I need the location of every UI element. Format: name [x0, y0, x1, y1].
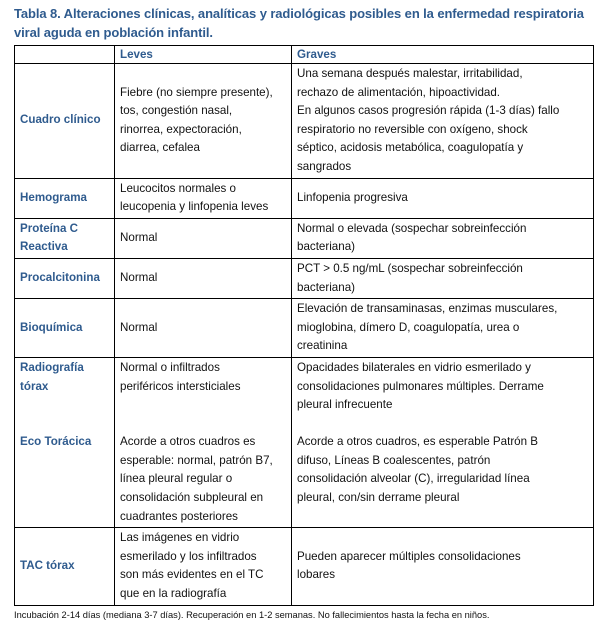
cell-graves [292, 218, 594, 258]
cell-leves [115, 178, 292, 218]
cell-leves [115, 64, 292, 179]
cell-text: esperable: normal, patrón B7, [120, 453, 273, 467]
cell-text: Fiebre (no siempre presente), [120, 85, 273, 99]
row-label: Cuadro clínico [15, 64, 115, 179]
cell-text: tos, congestión nasal, [120, 104, 233, 118]
header-leves: Leves [115, 46, 292, 64]
cell-text: Normal [120, 231, 158, 245]
cell-text: línea pleural regular o [120, 472, 233, 486]
row-label-bottom: Eco Torácica [20, 435, 92, 449]
cell-text: consolidación subpleural en [120, 491, 264, 505]
row-label: Procalcitonina [15, 258, 115, 298]
cell-text: consolidación alveolar (C), irregularidad línea [297, 472, 530, 486]
cell-text: periféricos intersticiales [120, 379, 241, 393]
cell-text: consolidaciones pulmonares múltiples. Derrame [297, 379, 544, 393]
table-row [15, 258, 594, 298]
cell-text: rechazo de alimentación, hipoactividad. [297, 85, 501, 99]
cell-text: esmerilado y los infiltrados [120, 549, 257, 563]
cell-text: bacteriana) [297, 280, 356, 294]
table-title: Tabla 8. Alteraciones clínicas, analíticas y radiológicas posibles en la enfermedad respiratoria viral aguda en población infantil. [14, 6, 584, 40]
cell-text: En algunos casos progresión rápida (1-3 días) fallo [297, 104, 560, 118]
cell-text: PCT > 0.5 ng/mL (sospechar sobreinfección [297, 261, 523, 275]
cell-graves [292, 528, 594, 605]
cell-text: pleural infrecuente [297, 398, 393, 412]
header-graves: Graves [292, 46, 594, 64]
cell-text: séptico, acidosis metabólica, coagulopatía y [297, 141, 524, 155]
cell-text: Pueden aparecer múltiples consolidaciones [297, 549, 521, 563]
header-row [15, 46, 594, 64]
table-container [14, 4, 594, 621]
cell-leves [115, 299, 292, 358]
cell-text: Normal o elevada (sospechar sobreinfección [297, 221, 527, 235]
table-row [15, 357, 594, 527]
cell-text: sangrados [297, 159, 352, 173]
table-row [15, 299, 594, 358]
row-label: Proteína C Reactiva [15, 218, 115, 258]
cell-text: Normal [120, 271, 158, 285]
cell-leves [115, 218, 292, 258]
cell-text: Linfopenia progresiva [297, 190, 408, 204]
cell-text: Opacidades bilaterales en vidrio esmerilado y [297, 360, 531, 374]
cell-text: lobares [297, 568, 336, 582]
cell-graves [292, 299, 594, 358]
cell-text: Normal [120, 320, 158, 334]
cell-text: Leucocitos normales o [120, 181, 236, 195]
table-row [15, 528, 594, 605]
table-footnote: Incubación 2-14 días (mediana 3-7 días). Recuperación en 1-2 semanas. No fallecimientos hasta la fecha en niños. [14, 609, 490, 620]
row-label: Hemograma [15, 178, 115, 218]
cell-leves [115, 357, 292, 527]
cell-text: Elevación de transaminasas, enzimas musculares, [297, 302, 558, 316]
cell-text: rinorrea, expectoración, [120, 122, 242, 136]
cell-text: Acorde a otros cuadros, es esperable Patrón B [297, 435, 539, 449]
header-blank [15, 46, 115, 64]
cell-text: Una semana después malestar, irritabilidad, [297, 67, 523, 80]
table-row [15, 64, 594, 179]
row-label: TAC tórax [15, 528, 115, 605]
cell-graves [292, 178, 594, 218]
cell-graves [292, 64, 594, 179]
row-label: Bioquímica [15, 299, 115, 358]
table-row [15, 178, 594, 218]
cell-graves [292, 357, 594, 527]
cell-text: leucopenia y linfopenia leves [120, 200, 269, 214]
cell-graves [292, 258, 594, 298]
cell-text: mioglobina, dímero D, coagulopatía, urea o [297, 320, 520, 334]
cell-text: pleural, con/sin derrame pleural [297, 491, 460, 505]
cell-text: son más evidentes en el TC [120, 568, 264, 582]
table-row [15, 218, 594, 258]
cell-text: bacteriana) [297, 240, 356, 254]
cell-text: que en la radiografía [120, 587, 227, 601]
cell-leves [115, 258, 292, 298]
cell-text: cuadrantes posteriores [120, 509, 238, 523]
cell-text: creatinina [297, 339, 348, 353]
clinical-table [14, 45, 594, 606]
cell-text: Acorde a otros cuadros es [120, 435, 256, 449]
cell-text: diarrea, cefalea [120, 141, 200, 155]
cell-text: Las imágenes en vidrio [120, 531, 240, 545]
cell-text: difuso, Líneas B coalescentes, patrón [297, 453, 491, 467]
row-label [15, 357, 115, 527]
cell-text: respiratorio no reversible con oxígeno, shock [297, 122, 528, 136]
cell-leves [115, 528, 292, 605]
row-label-top: Radiografía tórax [20, 360, 84, 393]
cell-text: Normal o infiltrados [120, 360, 220, 374]
